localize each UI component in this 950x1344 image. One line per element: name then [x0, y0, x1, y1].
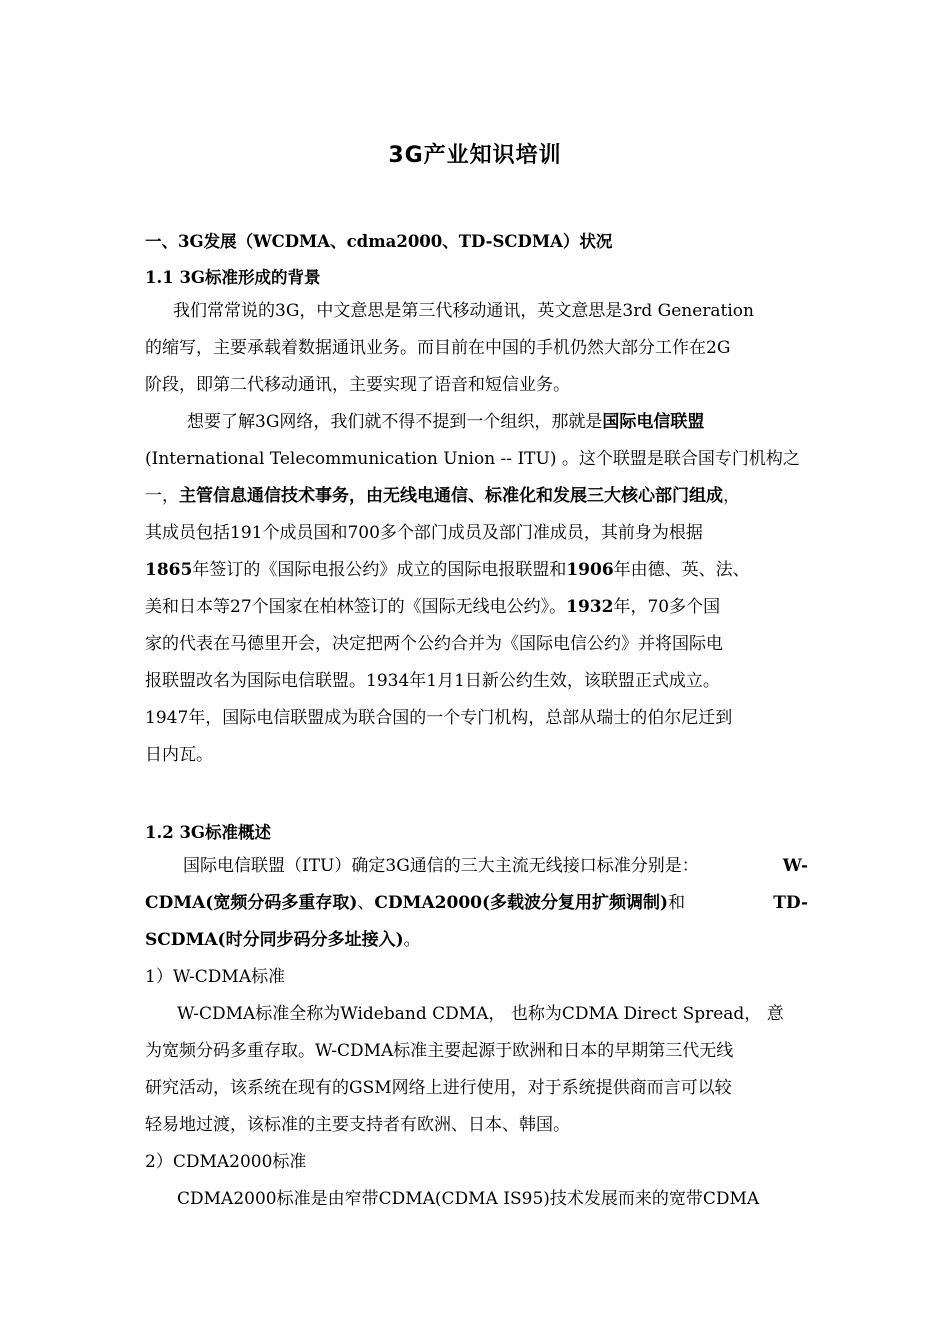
text-run: 美和日本等27个国家在柏林签订的《国际无线电公约》。 [145, 597, 567, 617]
paragraph-line: 我们常常说的3G，中文意思是第三代移动通讯，英文意思是3rd Generation [173, 301, 754, 321]
bold-text-run: 1906 [566, 560, 614, 580]
paragraph-line: CDMA2000标准是由窄带CDMA(CDMA IS95)技术发展而来的宽带CDMA [177, 1189, 760, 1209]
text-run: 一， [145, 486, 179, 506]
paragraph-line: 轻易地过渡，该标准的主要支持者有欧洲、日本、韩国。 [145, 1115, 570, 1135]
subsection-heading-1-2: 1.2 3G标准概述 [145, 823, 272, 842]
subsection-heading-1-1: 1.1 3G标准形成的背景 [145, 268, 321, 287]
bold-text-run: 1865 [145, 560, 193, 580]
paragraph-line [145, 484, 808, 508]
paragraph-line: 家的代表在马德里开会，决定把两个公约合并为《国际电信公约》并将国际电 [145, 634, 723, 654]
list-item-label: 2）CDMA2000标准 [145, 1152, 307, 1172]
section-heading: 一、3G发展（WCDMA、cdma2000、TD-SCDMA）状况 [145, 232, 613, 251]
paragraph-line [183, 854, 808, 878]
list-item-label: 1）W-CDMA标准 [145, 967, 286, 987]
bold-text-run: CDMA(宽频分码多重存取) [145, 893, 358, 913]
paragraph-line: W-CDMA标准全称为Wideband CDMA， 也称为CDMA Direct Spread， 意 [177, 1004, 784, 1024]
paragraph-line: 阶段，即第二代移动通讯，主要实现了语音和短信业务。 [145, 375, 570, 395]
bold-text-run: W- [782, 856, 808, 876]
bold-text-run: 国际电信联盟 [602, 412, 705, 432]
paragraph-line: (International Telecommunication Union -- ITU) 。这个联盟是联合国专门机构之 [145, 449, 800, 469]
paragraph-line: 的缩写，主要承载着数据通讯业务。而目前在中国的手机仍然大部分工作在2G [145, 338, 731, 358]
bold-text-run: SCDMA(时分同步码分多址接入) [145, 930, 404, 950]
paragraph-line [187, 410, 808, 434]
text-run: 和 [668, 893, 686, 913]
text-run: 年，70多个国 [613, 597, 721, 617]
paragraph-line: 为宽频分码多重存取。W-CDMA标准主要起源于欧洲和日本的早期第三代无线 [145, 1041, 734, 1061]
text-run: ， [723, 486, 740, 506]
document-title: 3G产业知识培训 [388, 143, 562, 168]
paragraph-line: 研究活动，该系统在现有的GSM网络上进行使用，对于系统提供商而言可以较 [145, 1078, 732, 1098]
paragraph-line [145, 928, 808, 952]
bold-text-run: CDMA2000(多载波分复用扩频调制) [374, 893, 669, 913]
bold-text-run: 主管信息通信技术事务，由无线电通信、标准化和发展三大核心部门组成 [179, 486, 723, 506]
paragraph-line: 1947年，国际电信联盟成为联合国的一个专门机构，总部从瑞士的伯尔尼迁到 [145, 708, 733, 728]
text-run: 。 [403, 930, 421, 950]
text-run: 国际电信联盟（ITU）确定3G通信的三大主流无线接口标准分别是： [183, 856, 699, 876]
bold-text-run: TD- [773, 893, 808, 913]
paragraph-line: 日内瓦。 [145, 745, 213, 765]
text-run: 年由德、英、法、 [613, 560, 750, 580]
paragraph-line [145, 558, 808, 582]
text-run: 年签订的《国际电报公约》成立的国际电报联盟和 [192, 560, 567, 580]
bold-text-run: 1932 [566, 597, 614, 617]
paragraph-line [145, 891, 808, 915]
paragraph-line: 报联盟改名为国际电信联盟。1934年1月1日新公约生效，该联盟正式成立。 [145, 671, 720, 691]
paragraph-line: 其成员包括191个成员国和700多个部门成员及部门准成员，其前身为根据 [145, 523, 703, 543]
paragraph-line [145, 595, 808, 619]
text-run: 、 [357, 893, 375, 913]
text-run: 想要了解3G网络，我们就不得不提到一个组织，那就是 [187, 412, 603, 432]
